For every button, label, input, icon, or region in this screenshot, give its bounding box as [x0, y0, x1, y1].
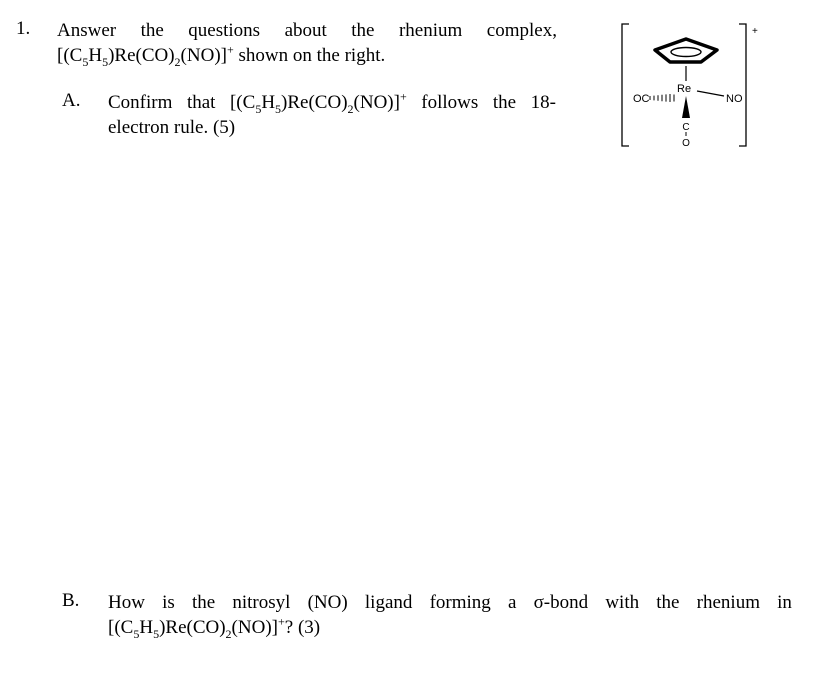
- ring-aromatic-circle: [671, 48, 701, 57]
- rhenium-complex-structure: [600, 18, 775, 153]
- complex-formula: $[(C_5H_5)Re(CO)_2(NO)]^+$: [229, 89, 407, 116]
- cyclopentadienyl-ring: [655, 39, 717, 62]
- bottom-carbon-label: C: [682, 122, 690, 133]
- part-b-line-1: How is the nitrosyl (NO) ligand forming a σ-bond with the rhenium in: [108, 592, 792, 613]
- left-bracket: [622, 24, 629, 146]
- part-a-line-1: Confirm that $[(C_5H_5)Re(CO)_2(NO)]^+$ follows the 18-: [108, 89, 556, 116]
- right-bracket: [739, 24, 746, 146]
- part-b-text: [108, 590, 792, 640]
- part-b-line-2: $[(C_5H_5)Re(CO)_2(NO)]^+$? (3): [108, 614, 321, 641]
- nitrosyl-label: NO: [726, 93, 743, 105]
- question-number: 1.: [16, 18, 31, 39]
- bottom-oxygen-label: O: [682, 138, 690, 149]
- part-a-label: A.: [62, 90, 81, 111]
- part-a-text: [108, 90, 556, 140]
- part-a-line-2: electron rule. (5): [108, 117, 236, 138]
- metal-label: Re: [677, 83, 692, 95]
- left-carbonyl-label: OC: [633, 93, 650, 105]
- complex-formula: $[(C_5H_5)Re(CO)_2(NO)]^+$: [57, 42, 234, 69]
- re-no-bond: [697, 91, 724, 96]
- part-b-label: B.: [62, 590, 80, 611]
- complex-charge: +: [752, 26, 758, 37]
- oc-hashed-bond: [650, 94, 674, 102]
- bottom-carbonyl-wedge: [682, 96, 690, 118]
- complex-formula: $[(C_5H_5)Re(CO)_2(NO)]^+$: [108, 614, 285, 641]
- intro-line-1: Answer the questions about the rhenium complex,: [57, 20, 557, 41]
- structure-drawing: [600, 18, 775, 153]
- intro-line-2: $[(C_5H_5)Re(CO)_2(NO)]^+$ shown on the right.: [57, 42, 386, 69]
- question-intro: [57, 18, 557, 68]
